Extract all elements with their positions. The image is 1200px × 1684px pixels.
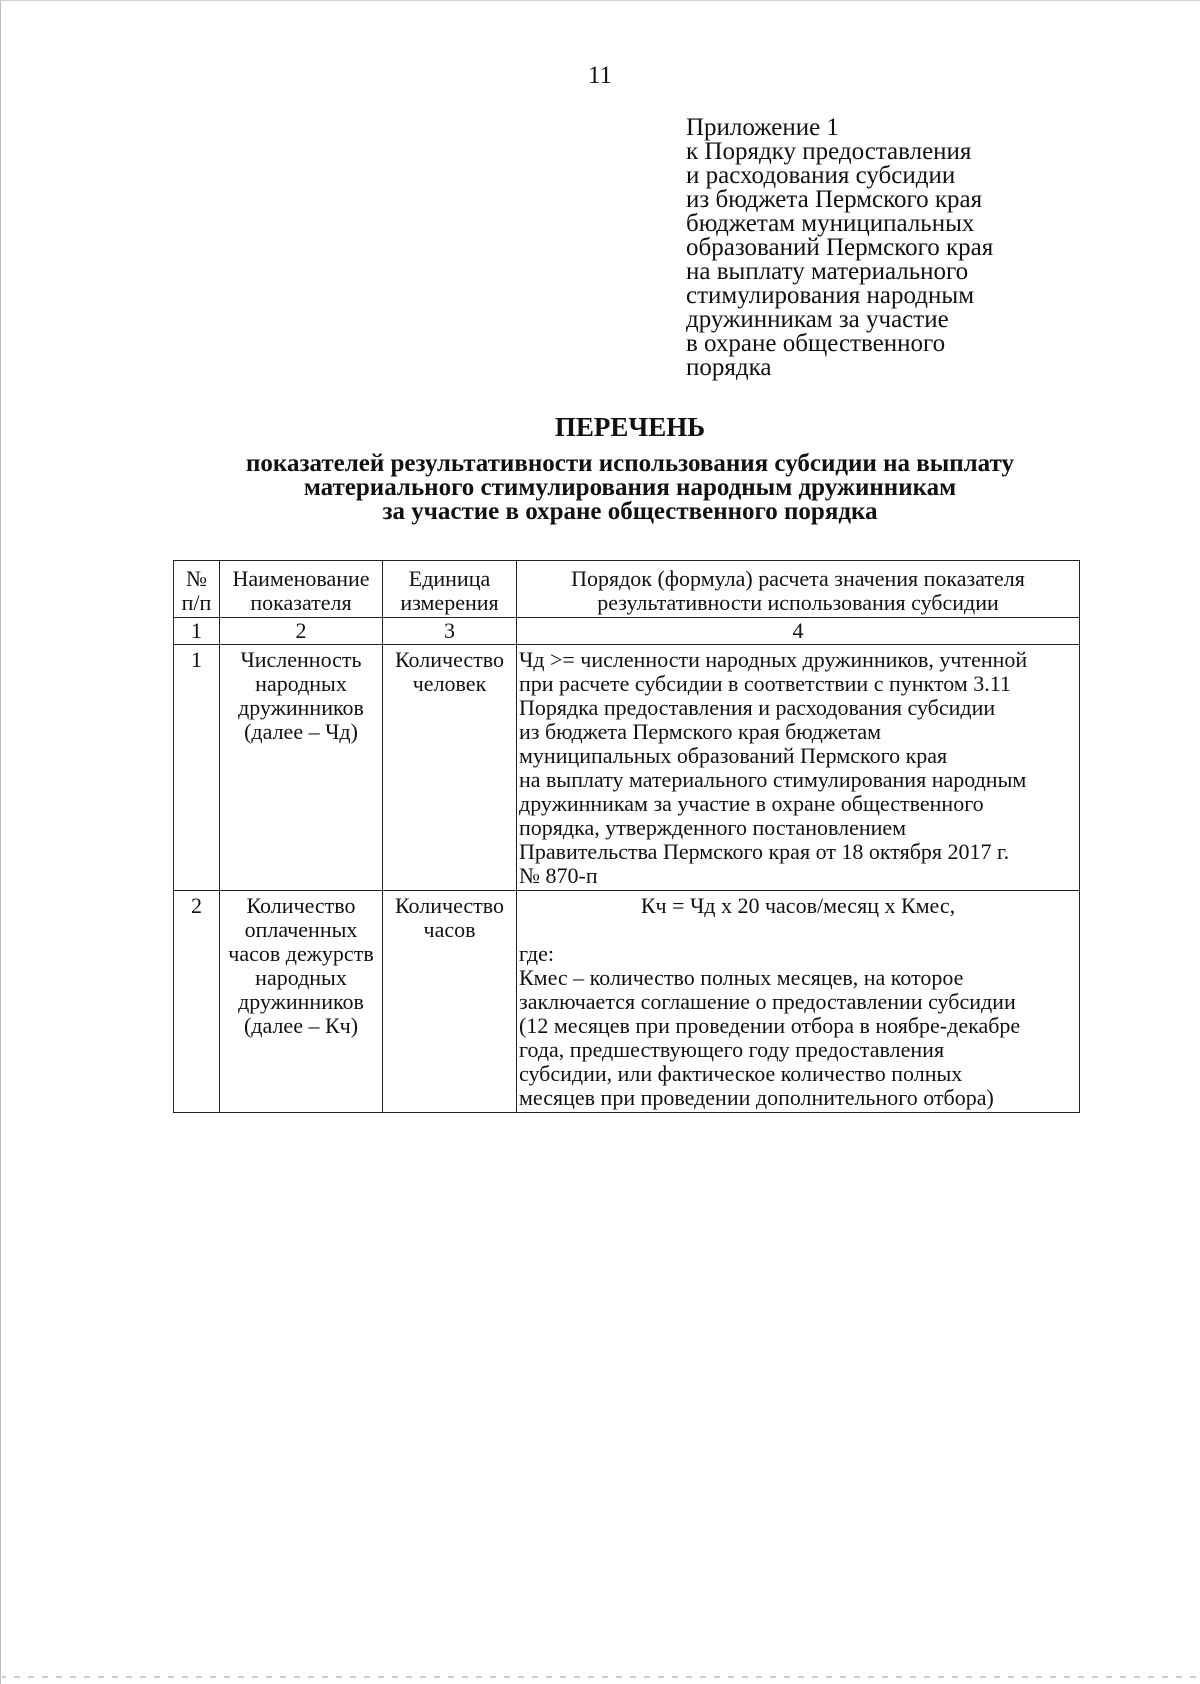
indicator-name-cell [220,891,383,1113]
table-row [174,645,1080,891]
subtitle-line: материального стимулирования народным дружинникам [303,474,957,501]
document-title: ПЕРЕЧЕНЬ [554,412,706,442]
formula-line: № 870-п [519,863,598,888]
formula-line: Кмес – количество полных месяцев, на которое [519,965,964,990]
formula-line: Порядка предоставления и расходования субсидии [519,695,996,720]
indicator-name-line: оплаченных [244,917,358,942]
appendix-line: из бюджета Пермского края [686,186,983,213]
header-text: Единица [408,566,491,591]
formula-line: на выплату материального стимулирования народным [519,767,1027,792]
header-cell-number [174,561,220,618]
formula-spacer [519,918,1077,942]
indicator-name-line: часов дежурств [228,941,374,966]
column-number-cell: 1 [174,618,220,645]
formula-line: дружинникам за участие в охране общественного [519,791,984,816]
unit-line: часов [423,917,476,942]
page-edge-top [0,0,1200,1]
subtitle-line: показателей результативности использования субсидии на выплату [246,450,1014,477]
formula-main: Кч = Чд х 20 часов/месяц х Кмес, [640,893,956,918]
unit-cell [383,645,517,891]
column-number-cell: 4 [517,618,1080,645]
subtitle-line: за участие в охране общественного порядка [382,498,878,525]
appendix-line: в охране общественного [686,330,946,357]
table-header-row [174,561,1080,618]
indicator-name-line: (далее – Кч) [243,1013,359,1038]
indicator-name-line: народных [255,965,347,990]
formula-line: Чд >= численности народных дружинников, учтенной [519,647,1028,672]
indicator-name-line: Численность [240,647,362,672]
header-text: № [186,566,207,591]
appendix-line: образований Пермского края [686,234,994,261]
unit-line: человек [412,671,487,696]
scan-edge-bottom [0,1676,1200,1678]
formula-line: года, предшествующего году предоставления [519,1037,945,1062]
appendix-line: порядка [686,354,772,381]
header-cell-formula [517,561,1080,618]
indicator-name-line: дружинников [238,695,364,720]
document-subtitle [130,452,1130,524]
header-cell-unit [383,561,517,618]
header-cell-name [220,561,383,618]
formula-line: месяцев при проведении дополнительного отбора) [519,1085,994,1110]
page-edge-left [0,0,1,1684]
formula-line: из бюджета Пермского края бюджетам [519,719,882,744]
table-row [174,891,1080,1113]
row-number-cell: 1 [174,645,220,891]
appendix-line: дружинникам за участие [686,306,949,333]
header-text: п/п [181,590,212,615]
column-number-cell: 3 [383,618,517,645]
column-number-cell: 2 [220,618,383,645]
appendix-line: и расходования субсидии [686,162,956,189]
unit-line: Количество [394,893,505,918]
formula-cell [517,645,1080,891]
column-numbers-row [174,618,1080,645]
formula-where: где: [519,941,554,966]
formula-cell [517,891,1080,1113]
row-number-cell: 2 [174,891,220,1113]
appendix-line: Приложение 1 [686,114,839,141]
header-text: показателя [250,590,352,615]
appendix-line: стимулирования народным [686,282,975,309]
appendix-line: бюджетам муниципальных [686,210,975,237]
appendix-line: к Порядку предоставления [686,138,972,165]
unit-line: Количество [394,647,505,672]
formula-line: при расчете субсидии в соответствии с пунктом 3.11 [519,671,1011,696]
formula-line: порядка, утвержденного постановлением [519,815,907,840]
formula-line: заключается соглашение о предоставлении субсидии [519,989,1016,1014]
indicator-name-line: (далее – Чд) [244,719,358,744]
indicator-name-line: дружинников [238,989,364,1014]
page-number: 11 [587,62,613,89]
formula-line: Правительства Пермского края от 18 октября 2017 г. [519,839,1010,864]
header-text: результативности использования субсидии [597,590,999,615]
header-text: Порядок (формула) расчета значения показателя [571,566,1025,591]
header-text: Наименование [232,566,370,591]
indicator-name-cell [220,645,383,891]
indicators-table [173,560,1080,1113]
indicator-name-line: народных [255,671,347,696]
header-text: измерения [400,590,499,615]
appendix-line: на выплату материального [686,258,969,285]
unit-cell [383,891,517,1113]
formula-line: (12 месяцев при проведении отбора в ноябре-декабре [519,1013,1021,1038]
formula-line: субсидии, или фактическое количество полных [519,1061,963,1086]
indicator-name-line: Количество [246,893,356,918]
appendix-reference [686,116,1106,380]
formula-line: муниципальных образований Пермского края [519,743,948,768]
